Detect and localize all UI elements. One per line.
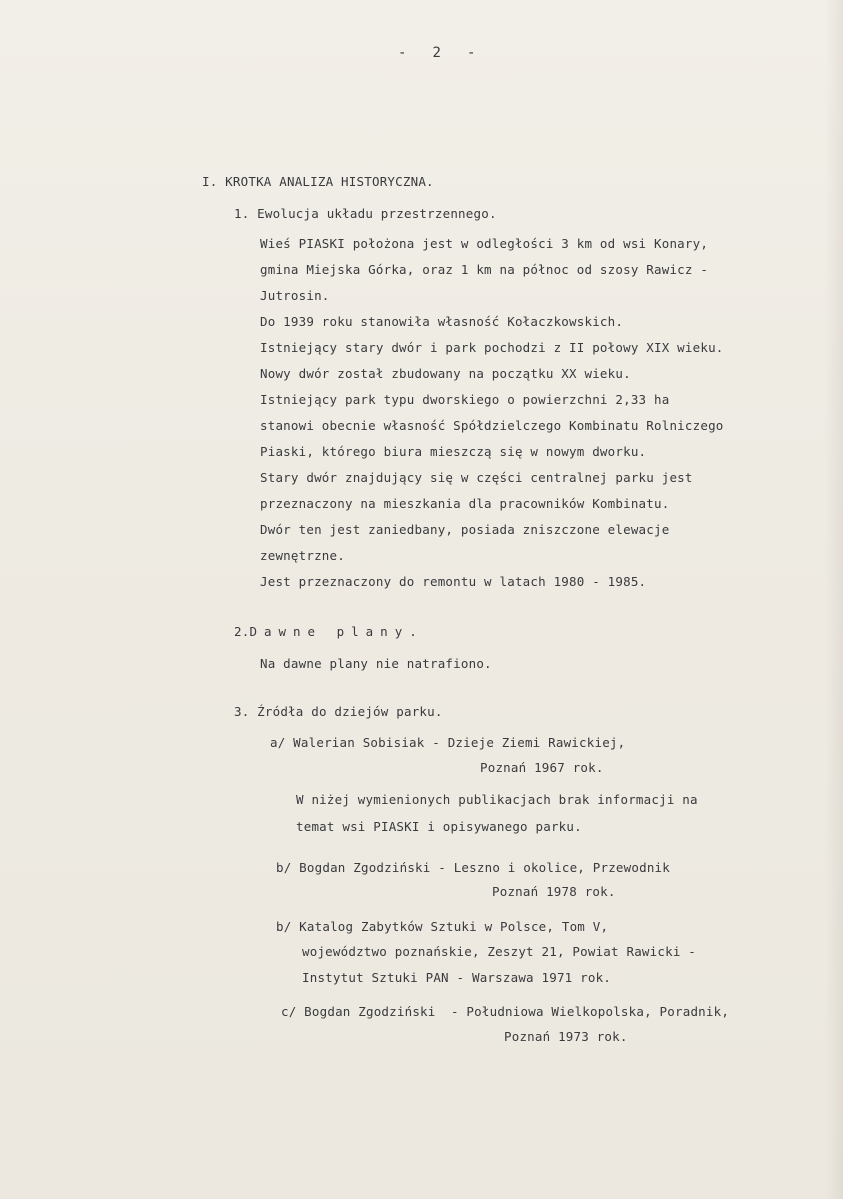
paragraph-line: Jutrosin. bbox=[260, 288, 330, 303]
reference-a-line1: a/ Walerian Sobisiak - Dzieje Ziemi Rawickiej, bbox=[270, 735, 626, 750]
paragraph-line: Do 1939 roku stanowiła własność Kołaczkowskich. bbox=[260, 314, 624, 329]
reference-a-line2: Poznań 1967 rok. bbox=[480, 760, 604, 775]
subsection-2-number: 2. bbox=[234, 624, 250, 639]
reference-c-line1: b/ Katalog Zabytków Sztuki w Polsce, Tom V, bbox=[276, 919, 609, 934]
reference-c-line2: województwo poznańskie, Zeszyt 21, Powiat Rawicki - bbox=[302, 944, 697, 959]
paragraph-line: Wieś PIASKI położona jest w odległości 3 km od wsi Konary, bbox=[260, 236, 709, 251]
paragraph-line: stanowi obecnie własność Spółdzielczego Kombinatu Rolniczego bbox=[260, 418, 724, 433]
reference-c-line3: Instytut Sztuki PAN - Warszawa 1971 rok. bbox=[302, 970, 612, 985]
page-number: - 2 - bbox=[398, 45, 476, 61]
paragraph-line: przeznaczony na mieszkania dla pracowników Kombinatu. bbox=[260, 496, 670, 511]
paragraph-line: Istniejący park typu dworskiego o powierzchni 2,33 ha bbox=[260, 392, 670, 407]
paragraph-line: Istniejący stary dwór i park pochodzi z II połowy XIX wieku. bbox=[260, 340, 724, 355]
subsection-3-heading: 3. Źródła do dziejów parku. bbox=[234, 704, 443, 719]
reference-b-line1: b/ Bogdan Zgodziński - Leszno i okolice, Przewodnik bbox=[276, 860, 671, 875]
paragraph-line: Stary dwór znajdujący się w części centralnej parku jest bbox=[260, 470, 693, 485]
page-edge-shadow bbox=[825, 0, 843, 1199]
paragraph-line: Dwór ten jest zaniedbany, posiada zniszczone elewacje bbox=[260, 522, 670, 537]
section-title: I. KROTKA ANALIZA HISTORYCZNA. bbox=[202, 174, 434, 189]
note-line2: temat wsi PIASKI i opisywanego parku. bbox=[296, 819, 582, 834]
paragraph-line: zewnętrzne. bbox=[260, 548, 345, 563]
reference-d-line1: c/ Bogdan Zgodziński - Południowa Wielkopolska, Poradnik, bbox=[281, 1004, 730, 1019]
reference-b-line2: Poznań 1978 rok. bbox=[492, 884, 616, 899]
reference-d-line2: Poznań 1973 rok. bbox=[504, 1029, 628, 1044]
subsection-1-heading: 1. Ewolucja układu przestrzennego. bbox=[234, 206, 497, 221]
subsection-2-title: Dawne plany. bbox=[249, 624, 424, 639]
paragraph-line: Piaski, którego biura mieszczą się w nowym dworku. bbox=[260, 444, 647, 459]
subsection-2-body: Na dawne plany nie natrafiono. bbox=[260, 656, 492, 671]
paragraph-line: Jest przeznaczony do remontu w latach 1980 - 1985. bbox=[260, 574, 647, 589]
paragraph-line: gmina Miejska Górka, oraz 1 km na północ od szosy Rawicz - bbox=[260, 262, 709, 277]
subsection-2-heading bbox=[234, 626, 424, 639]
note-line1: W niżej wymienionych publikacjach brak informacji na bbox=[296, 792, 698, 807]
paragraph-line: Nowy dwór został zbudowany na początku XX wieku. bbox=[260, 366, 631, 381]
